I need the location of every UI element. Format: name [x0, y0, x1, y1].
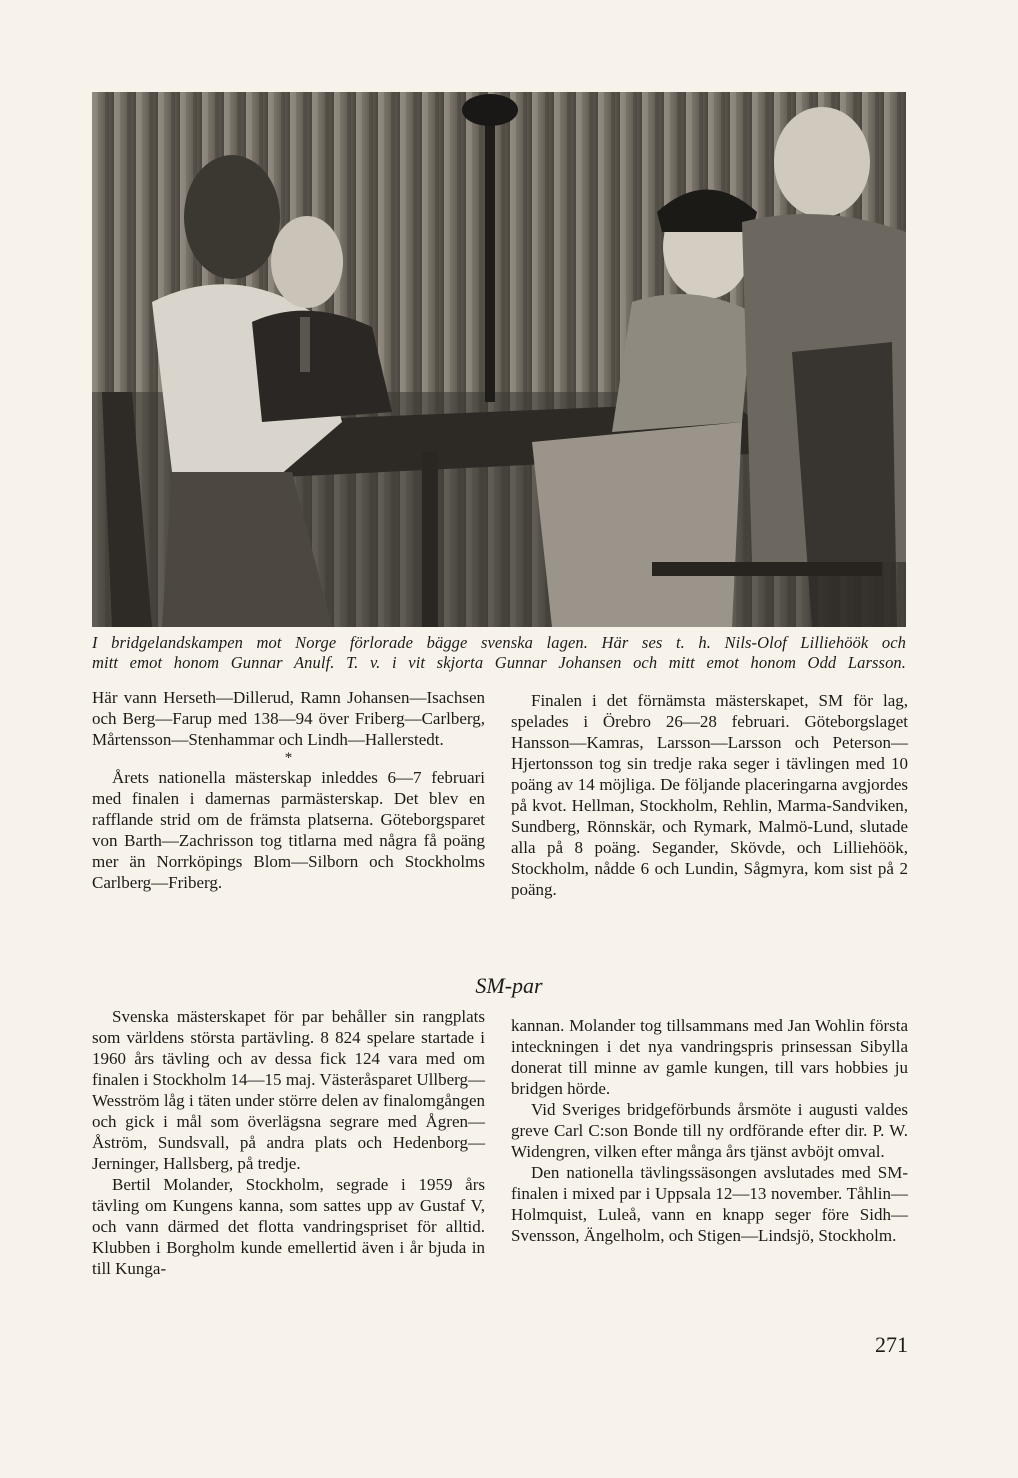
- photo-caption: [92, 633, 906, 673]
- caption-line-2: mitt emot honom Gunnar Anulf. T. v. i vit skjorta Gunnar Johansen och mitt emot honom Odd Larsson.: [92, 653, 906, 672]
- bridge-photo: [92, 92, 906, 627]
- paragraph: Här vann Herseth—Dillerud, Ramn Johansen—Isachsen och Berg—Farup med 138—94 över Friberg—Carlberg, Mårtensson—Stenhammar och Lindh—Hallerstedt.: [92, 688, 485, 749]
- text-column-2: [511, 690, 908, 900]
- text-column-3: [92, 1006, 485, 1279]
- paragraph: Vid Sveriges bridgeförbunds årsmöte i augusti valdes greve Carl C:son Bonde till ny ordförande efter dir. P. W. Widengren, vilken efter många års tjänst avböjt omval.: [511, 1100, 908, 1161]
- paragraph: Finalen i det förnämsta mästerskapet, SM för lag, spelades i Örebro 26—28 februari. Göteborgslaget Hansson—Kamras, Larsson—Larsson och Peterson—Hjertonsson tog sin tredje raka seger i tävlingen med 10 poäng av 14 möjliga. De följande placeringarna avgjordes på kvot. Hellman, Stockholm, Rehlin, Marma-Sandviken, Sundberg, Rönnskär, och Rymark, Malmö-Lund, slutade alla på 8 poäng. Segander, Skövde, och Lilliehöök, Stockholm, nådde 6 och Lundin, Sågmyra, kom sist på 2 poäng.: [511, 691, 908, 899]
- text-column-1: [92, 687, 485, 893]
- caption-line-1: I bridgelandskampen mot Norge förlorade bägge svenska lagen. Här ses t. h. Nils-Olof Lilliehöök och: [92, 633, 906, 652]
- paragraph: Bertil Molander, Stockholm, segrade i 1959 års tävling om Kungens kanna, som sattes upp av Gustaf V, och vann därmed det flotta vandringspriset för alltid. Klubben i Borgholm kunde emellertid även i år bjuda in till Kunga-: [92, 1175, 485, 1278]
- photo-illustration: [92, 92, 906, 627]
- paragraph: Den nationella tävlingssäsongen avslutades med SM-finalen i mixed par i Uppsala 12—13 november. Tåhlin—Holmquist, Luleå, vann en knapp seger före Sidh—Svensson, Ängelholm, och Stigen—Lindsjö, Stockholm.: [511, 1163, 908, 1245]
- paragraph: kannan. Molander tog tillsammans med Jan Wohlin första inteckningen i det nya vandringspris prinsessan Sibylla donerat till minne av gamle kungen, till vars hobbies ju bridgen hörde.: [511, 1016, 908, 1098]
- paragraph: Årets nationella mästerskap inleddes 6—7 februari med finalen i damernas parmästerskap. Det blev en rafflande strid om de främsta platserna. Göteborgsparet von Barth—Zachrisson tog titlarna med några få poäng mer än Norrköpings Blom—Silborn och Stockholms Carlberg—Friberg.: [92, 768, 485, 892]
- paragraph: Svenska mästerskapet för par behåller sin rangplats som världens största partävling. 8 824 spelare startade i 1960 års tävling och av dessa fick 124 vara med om finalen i Stockholm 14—15 maj. Västeråsparet Ullberg—Wesström låg i täten under större delen av finalomgången och gick i mål som överlägsna segrare med Ågren—Åström, Sundsvall, på andra plats och Hedenborg—Jerninger, Hallsberg, på tredje.: [92, 1007, 485, 1173]
- text-column-4: [511, 1015, 908, 1246]
- page-number: 271: [875, 1332, 908, 1357]
- section-heading: SM-par: [475, 973, 543, 998]
- section-separator: *: [284, 750, 293, 766]
